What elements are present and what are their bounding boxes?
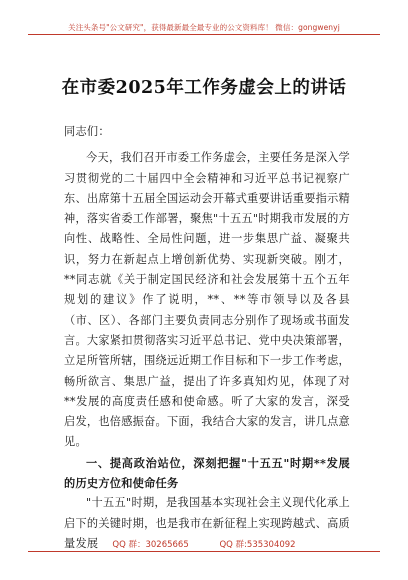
footer-qq-group-1: QQ 群：30265665 xyxy=(112,540,189,550)
paragraph: "十五五"时期，是我国基本实现社会主义现代化承上启下的关键时期，也是我市在新征程上实现跨越式、高质量发展 xyxy=(64,496,350,550)
footer xyxy=(0,538,408,550)
salutation: 同志们： xyxy=(64,125,110,138)
footer-divider xyxy=(28,551,380,552)
header-banner: 关注头条号"公文研究"，获得最新最全最专业的公文资料库！ 微信：gongwenyj xyxy=(68,23,340,32)
document-title: 在市委2025年工作务虚会上的讲话 xyxy=(61,78,347,98)
document-body xyxy=(64,122,350,554)
section-heading: 一、提高政治站位，深刻把握"十五五"时期**发展的历史方位和使命任务 xyxy=(64,455,350,491)
footer-qq-group-2: QQ 群:535304092 xyxy=(219,540,296,550)
header-divider xyxy=(28,34,380,35)
paragraph: 今天，我们召开市委工作务虚会，主要任务是深入学习贯彻党的二十届四中全会精神和习近平总书记视察广东、出席第十五届全国运动会开幕式重要讲话重要指示精神，落实省委工作部署，聚焦"十五五"时期我市发展的方向性、战略性、全局性问题，进一步集思广益、凝聚共识，努力在新起点上增创新优势、实现新突破。刚才，**同志就《关于制定国民经济和社会发展第十五个五年规划的建议》作了说明，**、**等市领导以及各县（市、区）、各部门主要负责同志分别作了现场或书面发言。大家紧扣贯彻落实习近平总书记、党中央决策部署，立足所管所辖，围绕远近期工作目标和下一步工作考虑，畅所欲言、集思广益，提出了许多真知灼见，体现了对**发展的高度责任感和使命感。听了大家的发言，深受启发，也倍感振奋。下面，我结合大家的发言，讲几点意见。 xyxy=(64,151,350,449)
